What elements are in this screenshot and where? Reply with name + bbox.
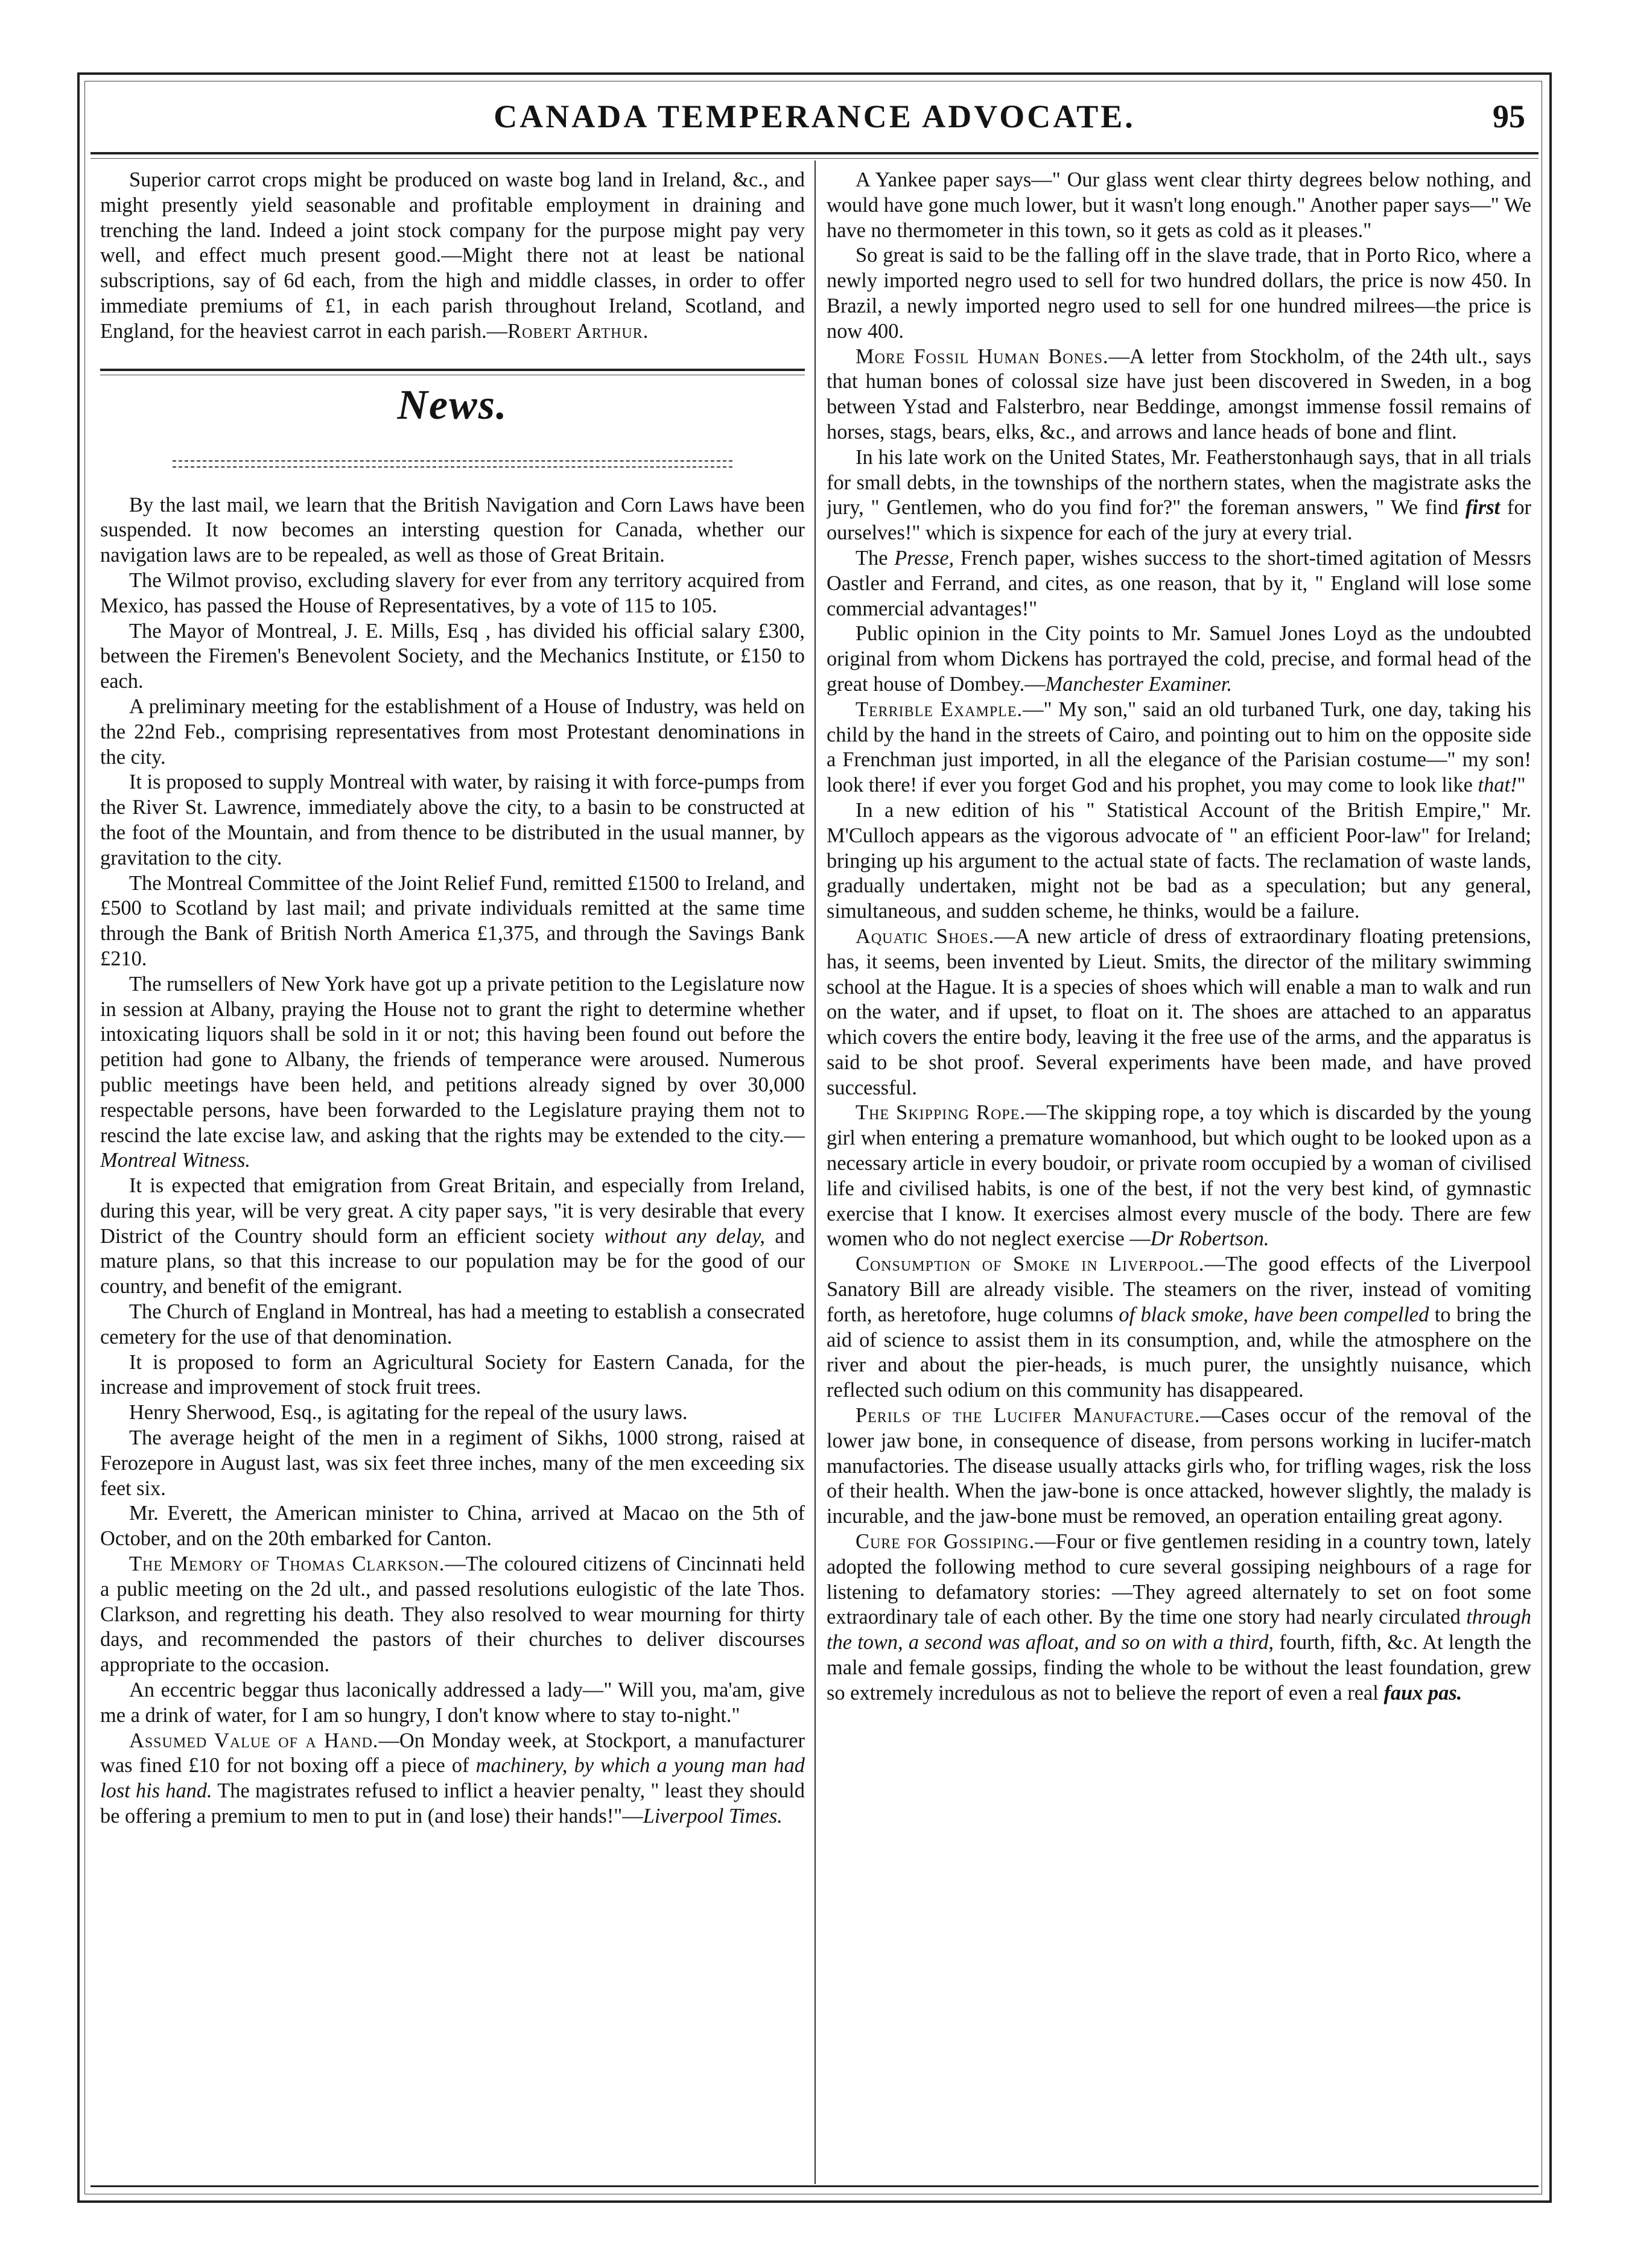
article-heading: More Fossil Human Bones. (856, 345, 1109, 368)
article-text: The (856, 546, 895, 570)
article-text: —Four or five gentlemen residing in a country town, lately adopted the following method to cure several gossiping neighbours of a rage for listening to defamatory stories: —They agreed alternately to set on foot some extraordinary tale of each other. By the time one story had nearly circulated (827, 1530, 1531, 1629)
article-text: " (1517, 773, 1526, 797)
dashed-rule (173, 466, 732, 468)
news-item-emigration (100, 1174, 805, 1300)
news-item: The Wilmot proviso, excluding slavery for ever from any territory acquired from Mexico, has passed the House of Representatives, by a vote of 115 to 105. (100, 568, 805, 617)
right-column (827, 168, 1531, 2183)
news-item-rumsellers (100, 972, 805, 1174)
news-item-featherstonhaugh (827, 445, 1531, 546)
article-text: —The good effects of the Liverpool Sanatory Bill are already visible. The steamers on the river, instead of vomiting forth, as heretofore, huge columns (827, 1253, 1531, 1326)
column-divider (815, 160, 816, 2184)
news-item-beggar: An eccentric beggar thus laconically addressed a lady—" Will you, ma'am, give me a drink of water, for I am so hungry, I don't know where to stay to-night." (100, 1679, 805, 1727)
article-source: Dr Robertson. (1150, 1227, 1269, 1251)
news-section-heading (100, 369, 805, 482)
article-author: Robert Arthur. (507, 319, 649, 343)
page-number: 95 (1493, 98, 1525, 135)
news-item-mcculloch: In a new edition of his " Statistical Account of the British Empire," Mr. M'Culloch appears as the vigorous advocate of " an efficient Poor-law" for Ireland; bringing up his argument to the actual state of facts. The reclamation of waste lands, gradually undertaken, might not be bad as a speculation; but any general, simultaneous, and sudden scheme, he thinks, would be a failure. (827, 798, 1531, 923)
article-text: for ourselves!" which is sixpence for each of the jury at every trial. (827, 496, 1531, 545)
article-text: —A new article of dress of extraordinary floating pretensions, has, it seems, been invented by Lieut. Smits, the director of the military swimming school at the Hague. It is a species of shoes which will enable a man to walk and run on the water, and if upset, to float on it. The shoes are attached to an apparatus which covers the entire body, leaving it the free use of the arms, and the apparatus is said to be shot proof. Several experiments have been made, and have proved successful. (827, 924, 1531, 1099)
article-heading: The Memory of Thomas Clarkson. (129, 1552, 445, 1576)
article-text: —Cases occur of the removal of the lower jaw bone, in consequence of disease, from persons working in lucifer-match manufactories. The disease usually attacks girls who, for trifling wages, risk the loss of their health. When the jaw-bone is once attacked, however slightly, the malady is incurable, and the jaw-bone must be removed, an operation entailing great agony. (827, 1404, 1531, 1528)
left-column (100, 168, 805, 2183)
article-emphasis: of black smoke, have been compelled (1119, 1303, 1429, 1326)
article-text: In his late work on the United States, Mr. Featherstonhaugh says, that in all trials for small debts, in the townships of the northern states, when the magistrate asks the jury, " Gentlemen, who do you find for?" the foreman answers, " We find (827, 445, 1531, 519)
article-emphasis: without any delay, (604, 1224, 766, 1248)
article-heading: Assumed Value of a Hand. (129, 1729, 379, 1752)
news-item-gossiping (827, 1529, 1531, 1706)
article-heading: The Skipping Rope. (856, 1101, 1026, 1125)
article-text: French paper, wishes success to the short-timed agitation of Messrs Oastler and Ferrand, and cites, as one reason, that by it, " England will lose some commercial advantages!" (827, 546, 1531, 620)
dashed-rule (173, 460, 732, 462)
header-rule-thin (91, 158, 1539, 159)
article-text: It is expected that emigration from Great Britain, and especially from Ireland, during this year, will be very great. A city paper says, "it is very desirable that every District of the Country should form an efficient society (100, 1174, 805, 1248)
running-header (91, 89, 1539, 150)
article-text: —" My son," said an old turbaned Turk, one day, taking his child by the hand in the streets of Cairo, and pointing out to him on the opposite side a Frenchman just imported, in all the elegance of the Parisian costume—" my son! look there! if ever you forget God and his prophet, you may come to look like (827, 697, 1531, 797)
footer-rule (91, 2185, 1539, 2187)
article-text: and mature plans, so that this increase to our population may be for the good of our country, and benefit of the emigrant. (100, 1224, 805, 1298)
news-item-yankee: A Yankee paper says—" Our glass went clear thirty degrees below nothing, and would have gone much lower, but it wasn't long enough." Another paper says—" We have no thermometer in this town, so it gets as cold as it pleases." (827, 168, 1531, 242)
article-text: The rumsellers of New York have got up a private petition to the Legislature now in session at Albany, praying the House not to grant the right to determine whether intoxicating liquors shall be sold in it or not; this having been found out before the petition had gone to Albany, the friends of temperance were aroused. Numerous public meetings have been held, and petitions already signed by over 30,000 respectable persons, have been forwarded to the Legislature praying them not to rescind the late excise law, and asking that the rights may be extended to the city.— (100, 972, 805, 1147)
news-item-smoke (827, 1252, 1531, 1403)
article-text: Public opinion in the City points to Mr. Samuel Jones Loyd as the undoubted original from whom Dickens has portrayed the cold, precise, and formal head of the great house of Dombey.— (827, 622, 1531, 696)
news-item: The average height of the men in a regiment of Sikhs, 1000 strong, raised at Ferozepore in August last, was six feet three inches, many of the men exceeding six feet six. (100, 1426, 805, 1500)
header-rule (91, 152, 1539, 154)
news-item-assumed-value (100, 1729, 805, 1829)
news-item-clarkson (100, 1552, 805, 1678)
news-item-fossil (827, 345, 1531, 445)
article-emphasis: through the town, a second was afloat, and so on with a third, (827, 1606, 1531, 1654)
article-text: to bring the aid of science to assist them in its consumption, and, while the atmosphere on the river and about the pier-heads, is much purer, the unsightly nuisance, which reflected such odium on this community has disappeared. (827, 1303, 1531, 1402)
news-item: Henry Sherwood, Esq., is agitating for the repeal of the usury laws. (129, 1401, 688, 1425)
article-emphasis: faux pas. (1383, 1681, 1462, 1704)
article-emphasis: machinery, by which a young man had lost his hand. (100, 1754, 805, 1803)
news-item-lucifer (827, 1403, 1531, 1529)
news-item: By the last mail, we learn that the British Navigation and Corn Laws have been suspended. It now becomes an intersting question for Canada, whether our navigation laws are to be repealed, as well as those of Great Britain. (100, 493, 805, 567)
article-text: fourth, fifth, &c. At length the male and female gossips, finding the whole to be without the least foundation, grew so extremely incredulous as not to believe the report of even a real (827, 1631, 1531, 1704)
article-heading: Consumption of Smoke in Liverpool. (856, 1253, 1205, 1276)
news-item-aquatic-shoes (827, 924, 1531, 1101)
article-heading: Aquatic Shoes. (856, 924, 995, 948)
article-heading: Perils of the Lucifer Manufacture. (856, 1404, 1201, 1428)
section-rule (100, 369, 805, 371)
article-emphasis: first (1465, 496, 1500, 519)
news-item-dombey (827, 621, 1531, 697)
news-item: The Mayor of Montreal, J. E. Mills, Esq , has divided his official salary £300, between the Firemen's Benevolent Society, and the Mechanics Institute, or £150 to each. (100, 619, 805, 693)
news-item: The Montreal Committee of the Joint Relief Fund, remitted £1500 to Ireland, and £500 to Scotland by last mail; and private individuals remitted at the same time through the Bank of British North America £1,375, and through the Savings Bank £210. (100, 871, 805, 970)
news-heading: News. (397, 381, 508, 428)
news-item: The Church of England in Montreal, has had a meeting to establish a consecrated cemetery for the use of that denomination. (100, 1300, 805, 1348)
news-item-presse (827, 546, 1531, 621)
article-heading: Cure for Gossiping. (856, 1530, 1035, 1554)
article-text: The magistrates refused to inflict a heavier penalty, " least they should be offering a premium to men to put in (and lose) their hands!"— (100, 1779, 805, 1828)
article-heading: Terrible Example. (856, 697, 1023, 721)
news-item: It is proposed to supply Montreal with water, by raising it with force-pumps from the River St. Lawrence, immediately above the city, to a basin to be constructed at the foot of the Mountain, and from thence to be distributed in the usual manner, by gravitation to the city. (100, 770, 805, 869)
news-item: A preliminary meeting for the establishment of a House of Industry, was held on the 22nd Feb., comprising representatives from most Protestant denominations in the city. (100, 694, 805, 769)
article-emphasis: Presse, (894, 546, 954, 570)
article-source: Liverpool Times. (643, 1805, 783, 1828)
news-item-skipping-rope (827, 1101, 1531, 1252)
news-item-terrible-example (827, 697, 1531, 798)
news-item: Mr. Everett, the American minister to China, arrived at Macao on the 5th of October, and on the 20th embarked for Canton. (100, 1502, 805, 1551)
newspaper-title: CANADA TEMPERANCE ADVOCATE. (494, 98, 1135, 135)
article-emphasis: that! (1478, 773, 1517, 797)
article-text: Superior carrot crops might be produced on waste bog land in Ireland, &c., and might presently yield seasonable and profitable employment in draining and trenching the land. Indeed a joint stock company for the purpose might pay very well, and effect much present good.—Might there not at least be national subscriptions, say of 6d each, from the high and middle classes, in order to offer immediate premiums of £1, in each parish throughout Ireland, Scotland, and England, for the heaviest carrot in each parish.— (100, 168, 805, 343)
article-carrot (100, 168, 805, 345)
news-item: It is proposed to form an Agricultural Society for Eastern Canada, for the increase and improvement of stock fruit trees. (100, 1350, 805, 1399)
article-source: Manchester Examiner. (1045, 672, 1233, 696)
article-text: —A letter from Stockholm, of the 24th ult., says that human bones of colossal size have just been discovered in Sweden, in a bog between Ystad and Falsterbro, near Beddinge, amongst immense fossil remains of horses, stags, bears, elks, &c., and arrows and lance heads of bone and flint. (827, 345, 1531, 443)
news-item-porto-rico: So great is said to be the falling off in the slave trade, that in Porto Rico, where a newly imported negro used to sell for two hundred dollars, the price is now 450. In Brazil, a newly imported negro used to sell for one hundred milrees—the price is now 400. (827, 244, 1531, 343)
article-source: Montreal Witness. (100, 1149, 250, 1172)
article-text: —On Monday week, at Stockport, a manufacturer was fined £10 for not boxing off a piece of (100, 1729, 805, 1777)
article-text: —The coloured citizens of Cincinnati held a public meeting on the 2d ult., and passed resolutions eulogistic of the late Thos. Clarkson, and regretting his death. They also resolved to wear mourning for thirty days, and recommended the pastors of their churches to deliver discourses appropriate to the occasion. (100, 1552, 805, 1677)
article-text: —The skipping rope, a toy which is discarded by the young girl when entering a premature womanhood, but which ought to be looked upon as a necessary article in every boudoir, or private room occupied by a woman of civilised life and civilised habits, is one of the best, if not the very best kind, of gymnastic exercise that I know. It exercises almost every muscle of the body. There are few women who do not neglect exercise — (827, 1101, 1531, 1251)
